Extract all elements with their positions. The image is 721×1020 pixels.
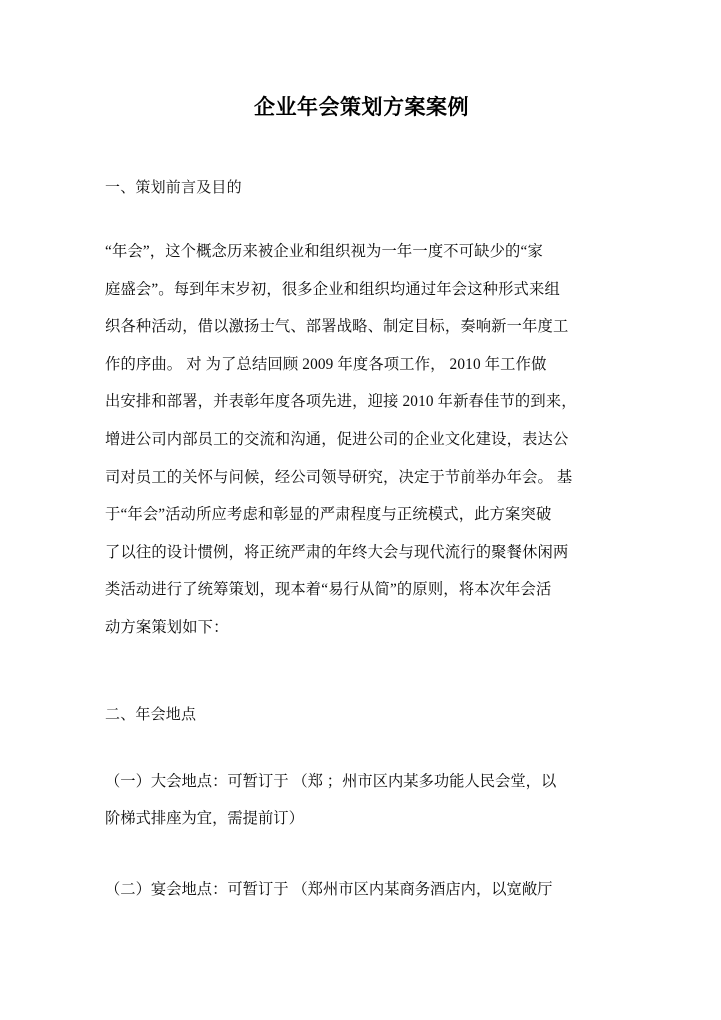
section-1	[105, 122, 618, 203]
paragraph-line: “年会”，这个概念历来被企业和组织视为一年一度不可缺少的“家	[105, 243, 543, 260]
paragraph-line: 织各种活动，借以激扬士气、部署战略、制定目标，奏响新一年度工	[105, 318, 569, 336]
paragraph-line: 出安排和部署，并表彰年度各项先进，迎接 2010 年新春佳节的到来，	[105, 393, 577, 411]
paragraph-body	[105, 233, 618, 647]
paragraph-line: 司对员工的关怀与问候，经公司领导研究，决定于节前举办年会。 基	[105, 468, 573, 486]
venue-item-banquet	[105, 838, 618, 909]
paragraph-line: 庭盛会”。每到年末岁初，很多企业和组织均通过年会这种形式来组	[105, 280, 560, 298]
preface-paragraph	[105, 203, 618, 647]
venue-item-body	[105, 763, 618, 838]
paragraph-line: 类活动进行了统筹策划，现本着“易行从简”的原则，将本次年会活	[105, 581, 552, 599]
section-heading-venue: 二、年会地点	[105, 706, 197, 723]
page-title: 企业年会策划方案案例	[254, 95, 469, 119]
venue-item-line: 阶梯式排座为宜，需提前订）	[105, 810, 304, 828]
paragraph-line: 了以往的设计惯例，将正统严肃的年终大会与现代流行的聚餐休闲两	[105, 543, 569, 561]
paragraph-line: 于“年会”活动所应考虑和彰显的严肃程度与正统模式，此方案突破	[105, 506, 552, 524]
paragraph-line: 作的序曲。 对 为了总结回顾 2009 年度各项工作， 2010 年工作做	[105, 355, 547, 373]
paragraph-line: 动方案策划如下：	[105, 618, 229, 636]
venue-item-line: （一）大会地点：可暂订于 （郑 ；州市区内某多功能人民会堂，以	[105, 772, 557, 790]
venue-item-conference	[105, 730, 618, 838]
section-2	[105, 647, 618, 730]
section-heading-preface: 一、策划前言及目的	[105, 180, 242, 196]
venue-item-body	[105, 871, 618, 909]
venue-item-line: （二）宴会地点：可暂订于 （郑州市区内某商务酒店内，以宽敞厅	[105, 880, 553, 898]
page-content	[105, 0, 618, 908]
paragraph-line: 增进公司内部员工的交流和沟通，促进公司的企业文化建设，表达公	[105, 430, 569, 448]
